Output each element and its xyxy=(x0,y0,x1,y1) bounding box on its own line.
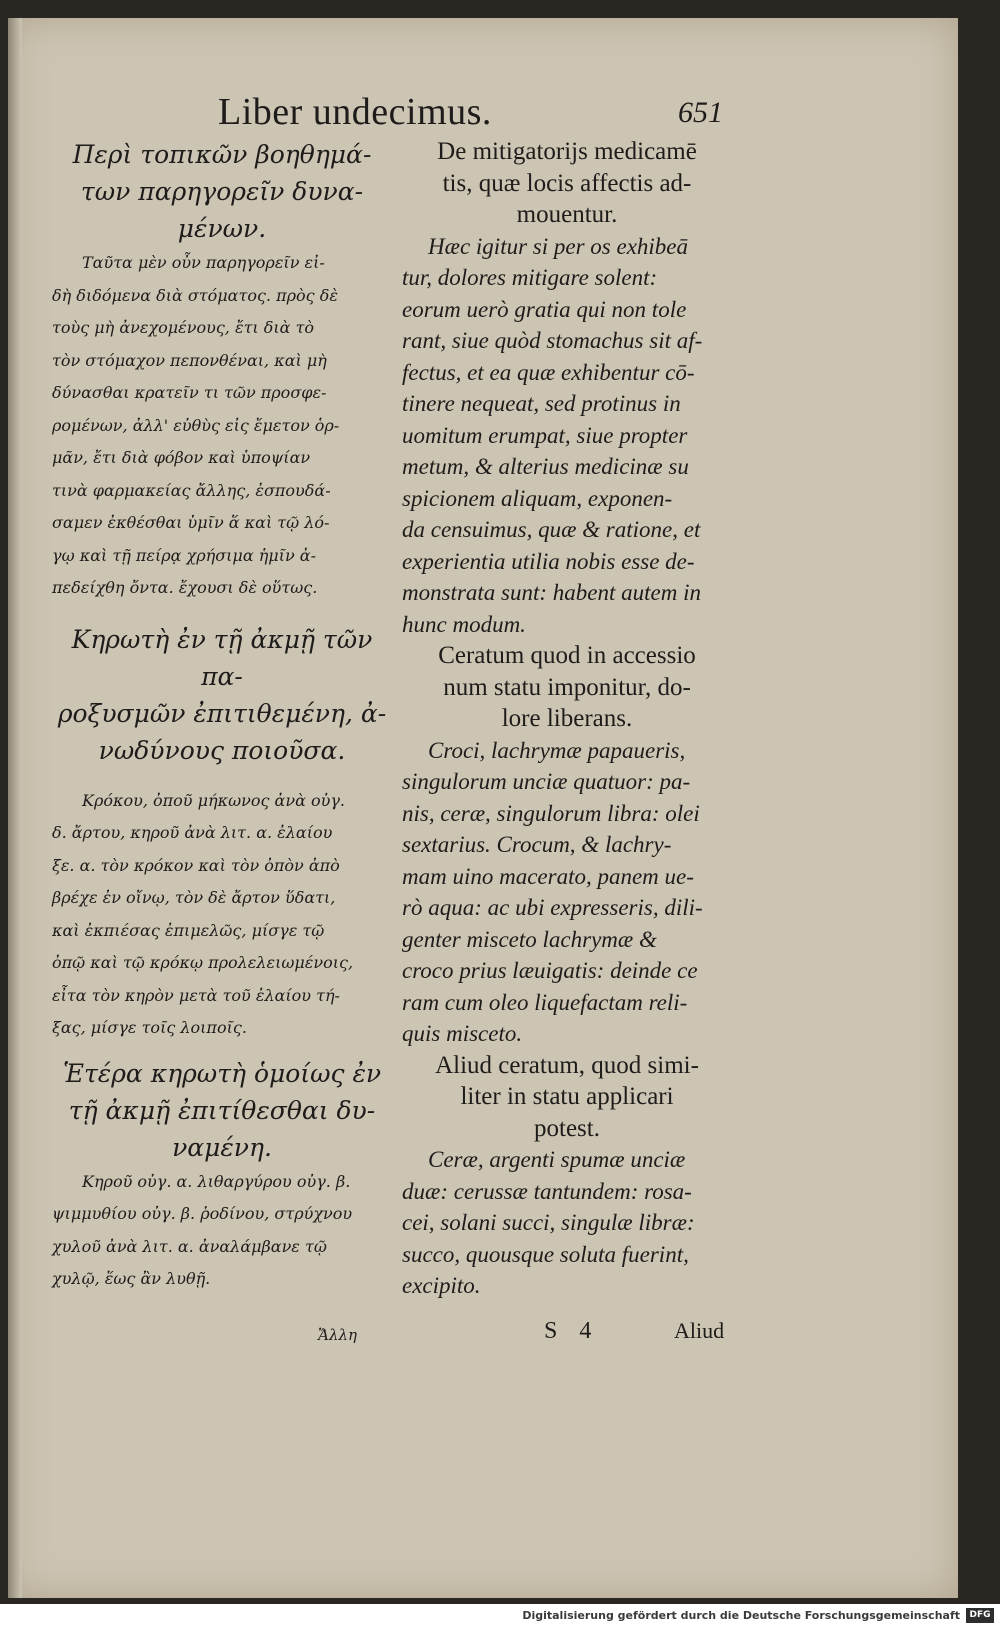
text-line: uomitum erumpat, siue propter xyxy=(402,422,688,448)
text-line: tinere nequeat, sed protinus in xyxy=(402,391,681,416)
latin-catchword: Aliud xyxy=(674,1318,725,1343)
greek-section-1-body xyxy=(52,247,392,605)
text-line: Κρόκου, ὀποῦ μήκωνος ἀνὰ οὐγ. xyxy=(82,790,345,810)
heading-line: tis, quæ locis affectis ad- xyxy=(442,169,692,197)
text-line: Croci, lachrymæ papaueris, xyxy=(428,737,686,763)
text-line: ram cum oleo liquefactam reli- xyxy=(402,989,688,1015)
text-line: βρέχε ἐν οἴνῳ, τὸν δὲ ἄρτον ὕδατι, xyxy=(52,888,336,907)
page-foot xyxy=(8,1318,958,1366)
text-line: ρομένων, ἀλλ' εὐθὺς εἰς ἔμετον ὁρ- xyxy=(52,415,340,435)
page-number: 651 xyxy=(678,96,723,129)
heading-line: potest. xyxy=(534,1114,600,1142)
greek-section-2 xyxy=(52,621,392,1045)
funding-credit: Digitalisierung gefördert durch die Deutsche Forschungsgemeinschaft xyxy=(522,1609,960,1622)
text-line: cei, solani succi, singulæ libræ: xyxy=(402,1210,695,1235)
text-line: εἶτα τὸν κηρὸν μετὰ τοῦ ἐλαίου τή- xyxy=(52,985,340,1005)
text-line: δ. ἄρτου, κηροῦ ἀνὰ λιτ. α. ἐλαίου xyxy=(52,823,333,842)
text-line: genter misceto lachrymæ & xyxy=(402,926,657,952)
text-line: rant, siue quòd stomachus sit af- xyxy=(402,328,703,353)
text-line: τινὰ φαρμακείας ἄλλης, ἐσπουδά- xyxy=(52,480,331,500)
latin-section-3-body xyxy=(402,1144,732,1302)
heading-line: Κηρωτὴ ἐν τῇ ἀκμῇ τῶν πα- xyxy=(71,624,373,691)
latin-section-1 xyxy=(402,136,732,640)
text-line: duæ: cerussæ tantundem: rosa- xyxy=(402,1178,692,1204)
text-line: ψιμμυθίου οὐγ. β. ῥοδίνου, στρύχνου xyxy=(52,1204,353,1223)
text-line: σαμεν ἐκθέσθαι ὑμῖν ἅ καὶ τῷ λό- xyxy=(52,513,330,532)
text-line: rò aqua: ac ubi expresseris, dili- xyxy=(402,895,703,920)
text-line: χυλοῦ ἀνὰ λιτ. α. ἀναλάμβανε τῷ xyxy=(52,1236,327,1256)
greek-section-1-heading xyxy=(52,136,392,247)
text-line: monstrata sunt: habent autem in xyxy=(402,580,701,605)
text-line: quis misceto. xyxy=(402,1021,523,1046)
greek-catchword: Ἄλλη xyxy=(318,1326,358,1344)
text-line: Κηροῦ οὐγ. α. λιθαργύρου οὐγ. β. xyxy=(82,1171,351,1191)
text-line: eorum uerò gratia qui non tole xyxy=(402,296,687,322)
text-line: δύνασθαι κρατεῖν τι τῶν προσφε- xyxy=(52,383,327,402)
text-line: experientia utilia nobis esse de- xyxy=(402,548,695,574)
book-page xyxy=(8,18,958,1598)
greek-section-1 xyxy=(52,136,392,605)
text-line: Ταῦτα μὲν οὖν παρηγορεῖν εἰ- xyxy=(82,253,325,272)
text-line: ξε. α. τὸν κρόκον καὶ τὸν ὀπὸν ἀπὸ xyxy=(52,855,340,875)
heading-line: Ceratum quod in accessio xyxy=(438,642,696,669)
text-line: μᾶν, ἔτι διὰ φόβον καὶ ὑποψίαν xyxy=(52,448,311,467)
heading-line: num statu imponitur, do- xyxy=(443,673,691,701)
greek-section-3 xyxy=(52,1055,392,1296)
greek-section-3-body xyxy=(52,1166,392,1296)
text-line: succo, quousque soluta fuerint, xyxy=(402,1241,689,1267)
latin-column xyxy=(402,136,732,1302)
page-header xyxy=(8,80,958,140)
latin-section-2 xyxy=(402,640,732,1050)
text-line: ὀπῷ καὶ τῷ κρόκῳ προλελειωμένοις, xyxy=(52,953,354,972)
text-line: τὸν στόμαχον πεπονθέναι, καὶ μὴ xyxy=(52,350,327,370)
text-line: Hæc igitur si per os exhibeā xyxy=(428,233,688,259)
heading-line: De mitigatorijs medicamē xyxy=(437,138,697,165)
text-line: croco prius læuigatis: deinde ce xyxy=(402,958,698,983)
digitization-footer xyxy=(0,1604,1000,1628)
text-line: πεδείχθη ὄντα. ἔχουσι δὲ οὕτως. xyxy=(52,578,318,597)
text-line: hunc modum. xyxy=(402,611,526,637)
text-line: tur, dolores mitigare solent: xyxy=(402,265,658,290)
text-line: da censuimus, quæ & ratione, et xyxy=(402,517,701,542)
latin-section-2-heading xyxy=(402,640,732,735)
heading-line: τῇ ἀκμῇ ἐπιτίθεσθαι δυ- xyxy=(68,1095,376,1125)
text-line: singulorum unciæ quatuor: pa- xyxy=(402,769,691,794)
heading-line: των παρηγορεῖν δυνα- xyxy=(80,177,364,206)
heading-line: μένων. xyxy=(177,214,267,243)
latin-section-3-heading xyxy=(402,1050,732,1145)
greek-section-2-heading xyxy=(52,621,392,769)
running-title: Liber undecimus. xyxy=(218,91,492,133)
latin-section-3 xyxy=(402,1050,732,1302)
text-line: τοὺς μὴ ἀνεχομένους, ἔτι διὰ τὸ xyxy=(52,318,315,337)
heading-line: Περὶ τοπικῶν βοηθημά- xyxy=(72,140,372,169)
text-line: metum, & alterius medicinæ su xyxy=(402,454,689,479)
dfg-logo-icon: DFG xyxy=(966,1608,994,1623)
heading-line: lore liberans. xyxy=(501,705,633,732)
heading-line: Aliud ceratum, quod simi- xyxy=(435,1051,699,1079)
latin-section-1-heading xyxy=(402,136,732,231)
text-line: fectus, et ea quæ exhibentur cō- xyxy=(402,359,695,385)
text-line: Ceræ, argenti spumæ unciæ xyxy=(428,1147,686,1172)
text-line: γῳ καὶ τῇ πείρᾳ χρήσιμα ἡμῖν ἀ- xyxy=(52,545,316,565)
greek-section-2-body xyxy=(52,785,392,1045)
heading-line: mouentur. xyxy=(516,201,618,228)
text-line: sextarius. Crocum, & lachry- xyxy=(402,832,672,857)
text-line: δὴ διδόμενα διὰ στόματος. πρὸς δὲ xyxy=(52,285,338,305)
text-line: nis, ceræ, singulorum libra: olei xyxy=(402,800,700,826)
text-line: excipito. xyxy=(402,1273,481,1298)
latin-section-2-body xyxy=(402,735,732,1050)
greek-section-3-heading xyxy=(52,1055,392,1166)
heading-line: νωδύνους ποιοῦσα. xyxy=(98,735,346,765)
text-line: ξας, μίσγε τοῖς λοιποῖς. xyxy=(52,1018,247,1037)
text-line: χυλῷ, ἕως ἂν λυθῇ. xyxy=(52,1269,211,1288)
heading-line: Ἑτέρα κηρωτὴ ὁμοίως ἐν xyxy=(62,1058,382,1088)
signature-mark: S 4 xyxy=(544,1318,600,1344)
greek-column xyxy=(52,136,392,1296)
heading-line: liter in statu applicari xyxy=(460,1083,674,1110)
text-line: καὶ ἐκπιέσας ἐπιμελῶς, μίσγε τῷ xyxy=(52,920,325,940)
latin-section-1-body xyxy=(402,231,732,641)
text-line: spicionem aliquam, exponen- xyxy=(402,485,673,511)
heading-line: ναμένη. xyxy=(172,1132,272,1162)
text-line: mam uino macerato, panem ue- xyxy=(402,863,694,889)
heading-line: ροξυσμῶν ἐπιτιθεμένη, ἀ- xyxy=(57,698,387,728)
